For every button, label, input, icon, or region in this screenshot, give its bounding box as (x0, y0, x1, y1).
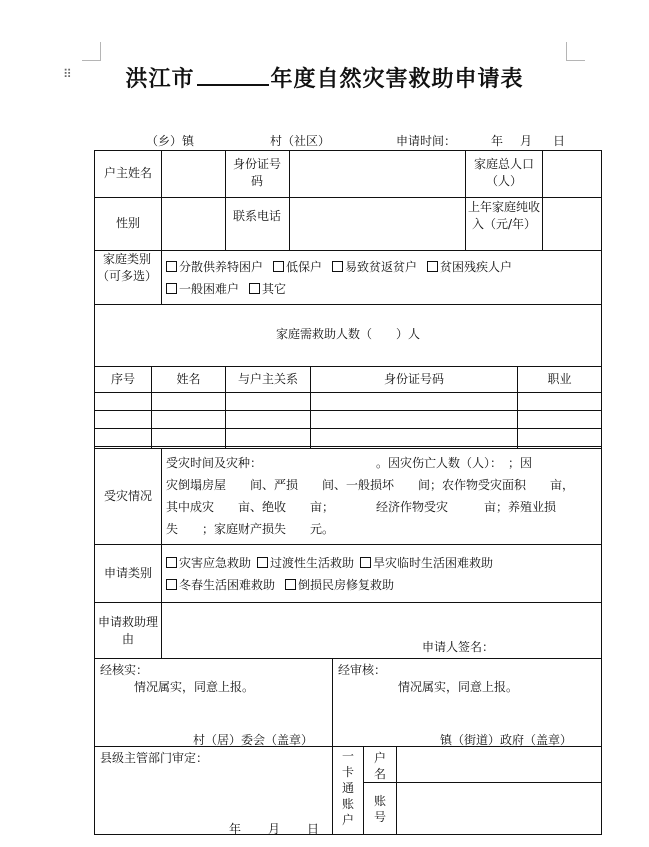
family-pop-label: 家庭总人口（人） (473, 157, 534, 188)
apply-type-option[interactable]: 灾害应急救助 (166, 556, 251, 570)
town-seal-label: 镇（街道）政府（盖章） (440, 733, 573, 747)
county-review-label: 县级主管部门审定： (100, 751, 209, 765)
member-header-id: 身份证号码 (383, 372, 444, 386)
apply-month: 月 (520, 134, 533, 148)
village-label: 村（社区） (270, 134, 331, 148)
account-name-label: 户名 (373, 751, 386, 781)
apply-type-option[interactable]: 倒损民房修复救助 (285, 578, 394, 592)
apply-time-label: 申请时间： (396, 134, 457, 148)
family-type-option[interactable]: 低保户 (273, 260, 322, 274)
county-month: 月 (268, 822, 281, 836)
head-name-label: 户主姓名 (103, 166, 152, 180)
gender-field[interactable] (162, 198, 225, 250)
apply-type-option[interactable]: 冬春生活困难救助 (166, 578, 275, 592)
phone-label: 联系电话 (232, 209, 281, 223)
id-number-label: 身份证号码 (232, 157, 281, 188)
checkbox-icon (249, 283, 260, 294)
need-help-count-label: 家庭需救助人数（ ）人 (275, 327, 420, 341)
table-row[interactable] (95, 429, 601, 446)
account-no-label: 账号 (373, 794, 386, 824)
applicant-sign-label: 申请人签名： (422, 640, 495, 654)
checkbox-icon (166, 283, 177, 294)
family-pop-field[interactable] (543, 151, 601, 197)
table-row[interactable] (95, 411, 601, 428)
family-type-option[interactable]: 贫困残疾人户 (427, 260, 512, 274)
checkbox-icon (273, 261, 284, 272)
apply-day: 日 (553, 134, 566, 148)
member-header-job: 职业 (547, 372, 572, 386)
verify-label: 经核实： (100, 663, 149, 677)
checkbox-icon (166, 557, 177, 568)
review-label: 经审核： (338, 663, 387, 677)
family-type-option[interactable]: 其它 (249, 282, 286, 296)
last-year-income-label: 上年家庭纯收入（元/年） (468, 200, 541, 231)
member-header-name: 姓名 (176, 372, 201, 386)
account-no-field[interactable] (397, 783, 601, 834)
head-name-field[interactable] (162, 151, 225, 197)
apply-type-label: 申请类别 (103, 566, 152, 580)
checkbox-icon (257, 557, 268, 568)
review-text: 情况属实，同意上报。 (398, 680, 519, 694)
family-type-option[interactable]: 一般困难户 (166, 282, 239, 296)
checkbox-icon (332, 261, 343, 272)
member-header-relation: 与户主关系 (237, 372, 298, 386)
gender-label: 性别 (115, 216, 140, 230)
checkbox-icon (285, 579, 296, 590)
township-label: （乡）镇 (146, 134, 195, 148)
family-type-options (166, 256, 598, 300)
apply-type-option[interactable]: 旱灾临时生活困难救助 (360, 556, 493, 570)
account-name-field[interactable] (397, 747, 601, 782)
last-year-income-field[interactable] (543, 198, 601, 250)
apply-type-options (166, 552, 598, 596)
member-header-index: 序号 (110, 372, 135, 386)
family-type-option[interactable]: 易致贫返贫户 (332, 260, 417, 274)
disaster-situation-label: 受灾情况 (103, 489, 152, 503)
page-title: 洪江市 年度自然灾害救助申请表 (125, 66, 524, 92)
table-move-handle-icon[interactable]: ⠿ (63, 67, 73, 81)
apply-year: 年 (491, 134, 504, 148)
apply-type-option[interactable]: 过渡性生活救助 (257, 556, 354, 570)
checkbox-icon (166, 579, 177, 590)
checkbox-icon (166, 261, 177, 272)
year-blank (197, 66, 269, 86)
disaster-text: 受灾时间及灾种： 。因灾伤亡人数（人）： ；因 灾倒塌房屋 间、严损 间、一般损坏 间；农作物受灾面积 亩， 其中成灾 亩、绝收 亩； 经济作物受灾 亩；养殖业损 失 ；家庭财产损失 元。 (166, 456, 575, 536)
page-corner-top-left (82, 42, 101, 61)
county-year: 年 (229, 822, 242, 836)
checkbox-icon (360, 557, 371, 568)
checkbox-icon (427, 261, 438, 272)
family-type-label: 家庭类别（可多选） (96, 252, 157, 283)
apply-reason-label: 申请救助理由 (97, 615, 158, 646)
id-number-field[interactable] (290, 151, 465, 197)
family-type-option[interactable]: 分散供养特困户 (166, 260, 263, 274)
page-corner-top-right (566, 42, 585, 61)
table-row[interactable] (95, 393, 601, 410)
card-account-label: 一卡通账户 (341, 749, 354, 827)
county-day: 日 (307, 822, 320, 836)
phone-field[interactable] (290, 198, 465, 250)
verify-text: 情况属实，同意上报。 (134, 680, 255, 694)
village-seal-label: 村（居）委会（盖章） (193, 733, 314, 747)
